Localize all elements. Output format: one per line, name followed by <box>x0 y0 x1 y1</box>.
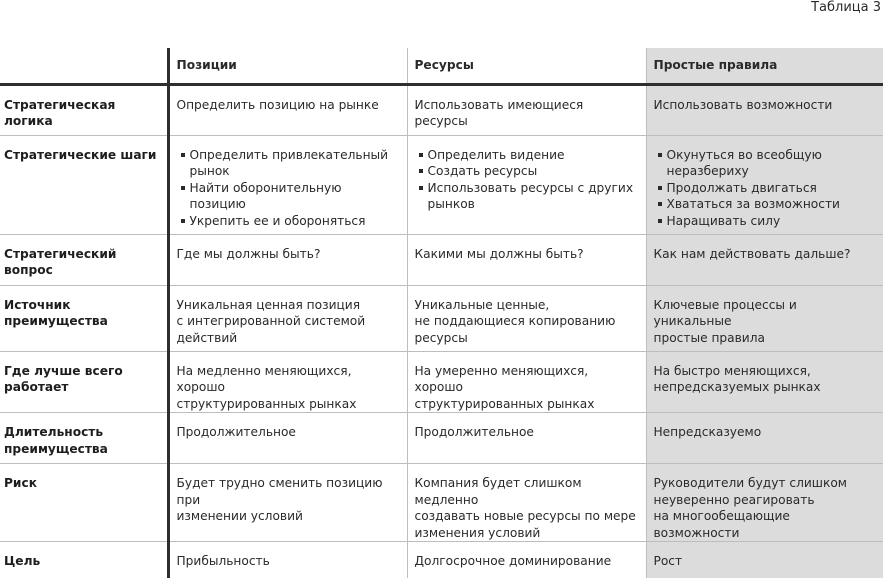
cell-simple-rules: Руководители будут слишком неуверенно реагировать на многообещающие возможности <box>646 464 883 542</box>
list-item: Окунуться во всеобщую неразбериху <box>654 147 878 180</box>
bullet-list <box>177 147 401 230</box>
cell-simple-rules: Использовать возможности <box>646 84 883 135</box>
row-risk <box>0 464 883 542</box>
list-item: Укрепить ее и обороняться <box>177 213 401 230</box>
cell-resources: Долгосрочное доминирование <box>407 542 646 578</box>
row-label: Риск <box>0 464 168 542</box>
list-item: Найти оборонительную позицию <box>177 180 401 213</box>
list-item: Определить привлекательный рынок <box>177 147 401 180</box>
cell-positions: Определить позицию на рынке <box>168 84 407 135</box>
row-label: Стратегические шаги <box>0 135 168 234</box>
cell-resources: Использовать имеющиеся ресурсы <box>407 84 646 135</box>
bullet-list <box>654 147 878 230</box>
header-row <box>0 48 883 84</box>
cell-simple-rules: Рост <box>646 542 883 578</box>
row-label: Цель <box>4 554 41 568</box>
row-label: Где лучше всего работает <box>0 351 168 413</box>
row-works-best-in <box>0 351 883 413</box>
cell-positions <box>168 135 407 234</box>
cell-simple-rules: На быстро меняющихся, непредсказуемых рынках <box>646 351 883 413</box>
cell-positions: Будет трудно сменить позицию при изменении условий <box>168 464 407 542</box>
cell-resources: Продолжительное <box>407 413 646 464</box>
list-item: Наращивать силу <box>654 213 878 230</box>
cell-positions: Где мы должны быть? <box>168 234 407 285</box>
row-goal <box>0 542 883 578</box>
cell-simple-rules: Непредсказуемо <box>646 413 883 464</box>
cell-simple-rules: Как нам действовать дальше? <box>646 234 883 285</box>
strategy-comparison-table <box>0 48 883 578</box>
list-item: Продолжать двигаться <box>654 180 878 197</box>
list-item: Хвататься за возможности <box>654 196 878 213</box>
row-label: Длительность преимущества <box>0 413 168 464</box>
cell-resources: Уникальные ценные, не поддающиеся копированию ресурсы <box>407 285 646 351</box>
row-source-of-advantage <box>0 285 883 351</box>
cell-resources: Какими мы должны быть? <box>407 234 646 285</box>
table-caption: Таблица 3 <box>811 0 881 15</box>
row-label: Стратегическая логика <box>0 84 168 135</box>
cell-simple-rules: Ключевые процессы и уникальные простые правила <box>646 285 883 351</box>
cell-positions: Уникальная ценная позиция с интегрированной системой действий <box>168 285 407 351</box>
list-item: Определить видение <box>415 147 640 164</box>
header-corner <box>0 48 168 84</box>
header-resources: Ресурсы <box>407 48 646 84</box>
cell-positions: На медленно меняющихся, хорошо структурированных рынках <box>168 351 407 413</box>
row-strategic-steps <box>0 135 883 234</box>
bullet-list <box>415 147 640 213</box>
cell-positions: Прибыльность <box>168 542 407 578</box>
cell-resources <box>407 135 646 234</box>
cell-positions: Продолжительное <box>168 413 407 464</box>
row-duration-of-advantage <box>0 413 883 464</box>
header-simple-rules: Простые правила <box>646 48 883 84</box>
row-strategic-logic <box>0 84 883 135</box>
row-label: Источник преимущества <box>0 285 168 351</box>
cell-simple-rules <box>646 135 883 234</box>
cell-resources: На умеренно меняющихся, хорошо структурированных рынках <box>407 351 646 413</box>
cell-resources: Компания будет слишком медленно создавать новые ресурсы по мере изменения условий <box>407 464 646 542</box>
row-strategic-question <box>0 234 883 285</box>
row-label: Стратегический вопрос <box>0 234 168 285</box>
list-item: Использовать ресурсы с других рынков <box>415 180 640 213</box>
header-positions: Позиции <box>168 48 407 84</box>
list-item: Создать ресурсы <box>415 163 640 180</box>
